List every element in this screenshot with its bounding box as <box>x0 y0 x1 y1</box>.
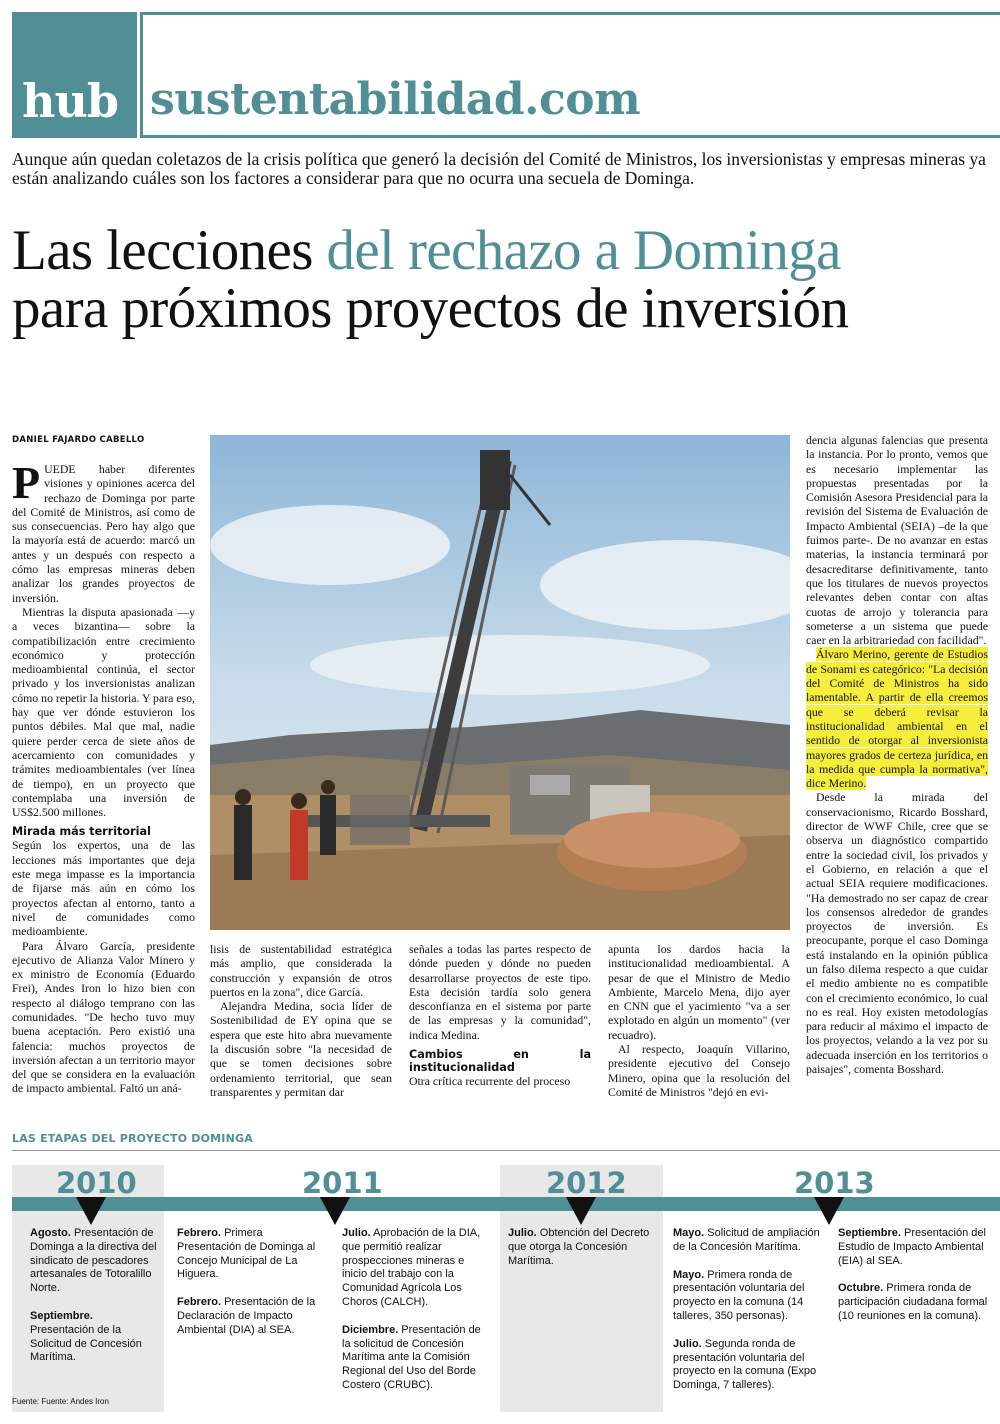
drilling-rig-photo <box>210 435 790 930</box>
year-marker <box>814 1197 844 1225</box>
paragraph: Desde la mirada del conservacionismo, Ricardo Bosshard, director de WWF Chile, cree que se observa un diagnóstico compartido entre la sociedad civil, los privados y el Gobierno, en relación a que el actual SEIA requiere modificaciones. "Ha demostrado no ser capaz de crear los consensos alrededor de grandes proyectos de inversión. Es preocupante, porque el caso Dominga está instalando en la opinión pública un falso dilema respecto a que cuidar el medio ambiente no es compatible con el crecimiento económico, lo cual no es real. Hoy existen metodologías para reducir al máximo el impacto de los proyectos, velando a la vez por su adecuada inserción en los territorios o paisajes", comenta Bosshard. <box>806 790 988 1077</box>
timeline-column <box>838 1227 993 1338</box>
timeline-event: Octubre. Primera ronda de participación ciudadana formal (10 reuniones en la comuna). <box>838 1282 988 1322</box>
timeline-column <box>30 1227 158 1379</box>
headline-part1: Las lecciones <box>12 219 327 282</box>
year-label: 2013 <box>794 1166 875 1200</box>
masthead-rule-bottom <box>140 135 1000 138</box>
paragraph: Mientras la disputa apasionada —y a veces bizantina— sobre la compatibilización entre crecimiento económico y protección medioambiental continúa, el sector privado y los inversionistas analizan cómo no repetir la historia. Y para eso, hay que ver dónde estuvieron los puntos débiles. Mal que mal, nadie quiere perder cerca de siete años de acercamiento con comunidades y trámites medioambientales (ver línea de tiempo), en un proyecto que contemplaba una inversión de US$2.500 millones. <box>12 604 195 820</box>
paragraph: Alejandra Medina, socia líder de Sostenibilidad de EY opina que se espera que este hito abra nuevamente la discusión sobre "la necesidad de que se tomen decisiones sobre ordenamiento territorial, que sean transparentes y permitan dar <box>210 999 392 1099</box>
timeline-source: Fuente: Fuente: Andes Iron <box>12 1397 109 1406</box>
year-label: 2010 <box>56 1166 137 1200</box>
dropcap: P <box>12 457 41 508</box>
paragraph-highlighted <box>806 647 988 790</box>
timeline-event: Septiembre. Presentación del Estudio de Impacto Ambiental (EIA) al SEA. <box>838 1227 986 1267</box>
timeline-event: Mayo. Primera ronda de presentación voluntaria del proyecto en la comuna (14 talleres, 350 personas). <box>673 1268 805 1322</box>
year-label: 2012 <box>546 1166 627 1200</box>
paragraph: Otra crítica recurrente del proceso <box>409 1074 571 1089</box>
timeline-event: Febrero. Primera Presentación de Dominga al Concejo Municipal de La Higuera. <box>177 1227 316 1281</box>
subhead: Cambios en la institucionalidad <box>409 1048 591 1075</box>
article-column-4 <box>608 942 790 1099</box>
timeline-column <box>177 1227 325 1352</box>
timeline-event: Septiembre. Presentación de la Solicitud de Concesión Marítima. <box>30 1309 142 1364</box>
highlight: Álvaro Merino, gerente de Estudios de Sonami es categórico: "La decisión del Comité de Ministros ha sido lamentable. A partir de ella creemos que se deberá revisar la institucionalidad ambiental en el sentido de otorgar al inversionista mayores grados de certeza jurídica, en la medida que cumpla la normativa", dice Merino. <box>806 647 988 791</box>
article-column-1 <box>12 457 195 1096</box>
year-marker <box>320 1197 350 1225</box>
paragraph: dencia algunas falencias que presenta la instancia. Por lo pronto, vemos que es necesario implementar las propuestas presentadas por la Comisión Asesora Presidencial para la revisión del Sistema de Evaluación de Impacto Ambiental (SEIA) –de la que fuimos parte-. De no avanzar en estas materias, la instancia terminará por desacreditarse definitivamente, tanto que los titulares de nuevos proyectos relevantes deben contar con altas cuotas de arrojo y tolerancia para someterse a un sistema que puede caer en la arbitrariedad con facilidad". <box>806 433 988 648</box>
paragraph: lisis de sustentabilidad estratégica más amplio, que considerada la construcción y expansión de otros puertos en la zona", dice García. <box>210 942 392 999</box>
headline-part3: para próximos proyectos de inversión <box>12 277 849 340</box>
masthead-site: sustentabilidad.com <box>150 74 641 125</box>
timeline-title: LAS ETAPAS DEL PROYECTO DOMINGA <box>12 1132 253 1145</box>
masthead-rule-top <box>140 12 1000 15</box>
paragraph: Para Álvaro García, presidente ejecutivo de Alianza Valor Minero y ex ministro de Economía (Eduardo Frei), Andes Iron lo hizo bien con respecto al diálogo temprano con las comunidades. "De hecho tuvo muy buena aceptación. Pero existió una falencia: muchos proyectos de inversión afectan a un territorio mayor del que se considera en la evaluación de impacto ambiental. Faltó un aná- <box>12 938 195 1096</box>
year-label: 2011 <box>302 1166 383 1200</box>
article-column-3 <box>409 942 591 1088</box>
lede: Aunque aún quedan coletazos de la crisis política que generó la decisión del Comité de Ministros, los inversionistas y empresas mineras ya están analizando cuáles son los factores a considerar para que no ocurra una secuela de Dominga. <box>12 149 986 188</box>
article-column-5 <box>806 433 988 1076</box>
article-column-2 <box>210 942 392 1099</box>
timeline-column <box>508 1227 658 1282</box>
timeline-event: Agosto. Presentación de Dominga a la directiva del sindicato de pescadores artesanales de Totoralillo Norte. <box>30 1227 157 1295</box>
timeline-event: Julio. Obtención del Decreto que otorga la Concesión Marítima. <box>508 1227 650 1267</box>
timeline-column <box>673 1227 823 1407</box>
timeline-event: Julio. Aprobación de la DIA, que permitió realizar prospecciones mineras e inicio del trabajo con la Comunidad Agrícola Los Choros (CALCH). <box>342 1227 481 1308</box>
paragraph: señales a todas las partes respecto de dónde pueden y dónde no pueden desarrollarse proyectos de este tipo. Esta decisión tardía solo genera desconfianza en el sistema por parte de las empresas y la comunidad", indica Medina. <box>409 942 591 1042</box>
paragraph: PUEDE haber diferentes visiones y opiniones acerca del rechazo de Dominga por parte del Comité de Ministros, así como de sus consecuencias. Pero hay algo que la mayoría está de acuerdo: marcó un antes y un después con respecto a cómo las empresas mineras deben analizar los grandes proyectos de inversión. <box>12 457 195 605</box>
masthead-hub: hub <box>22 74 119 128</box>
headline-part2: del rechazo a Dominga <box>326 219 841 282</box>
photo-illustration <box>210 435 790 930</box>
year-marker <box>76 1197 106 1225</box>
timeline-column <box>342 1227 492 1407</box>
byline: DANIEL FAJARDO CABELLO <box>12 435 145 445</box>
timeline-event: Mayo. Solicitud de ampliación de la Concesión Marítima. <box>673 1227 820 1253</box>
paragraph: apunta los dardos hacia la institucionalidad medioambiental. A pesar de que el Ministro de Medio Ambiente, Marcelo Mena, dijo ayer en CNN que el yacimiento "va a ser explotado en algún un momento" (ver recuadro). <box>608 942 790 1042</box>
paragraph: Según los expertos, una de las lecciones más importantes que deja este mega impasse es la importancia de fijarse más aún en cómo los proyectos afectan al entorno, tanto a nivel de comunidades como medioambiente. <box>12 838 195 939</box>
timeline-rule <box>12 1150 1000 1151</box>
timeline-event: Diciembre. Presentación de la solicitud de Concesión Marítima ante la Comisión Regional del Uso del Borde Costero (CRUBC). <box>342 1323 481 1391</box>
paragraph: Al respecto, Joaquín Villarino, presidente ejecutivo del Consejo Minero, opina que la resolución del Comité de Ministros "dejó en evi- <box>608 1042 790 1099</box>
headline <box>12 219 997 340</box>
timeline-event: Febrero. Presentación de la Declaración de Impacto Ambiental (DIA) al SEA. <box>177 1296 316 1336</box>
masthead-rule-vertical <box>140 12 143 138</box>
year-marker <box>566 1197 596 1225</box>
subhead: Mirada más territorial <box>12 825 151 839</box>
timeline-event: Julio. Segunda ronda de presentación voluntaria del proyecto en la comuna (Expo Dominga, 7 talleres). <box>673 1337 817 1392</box>
